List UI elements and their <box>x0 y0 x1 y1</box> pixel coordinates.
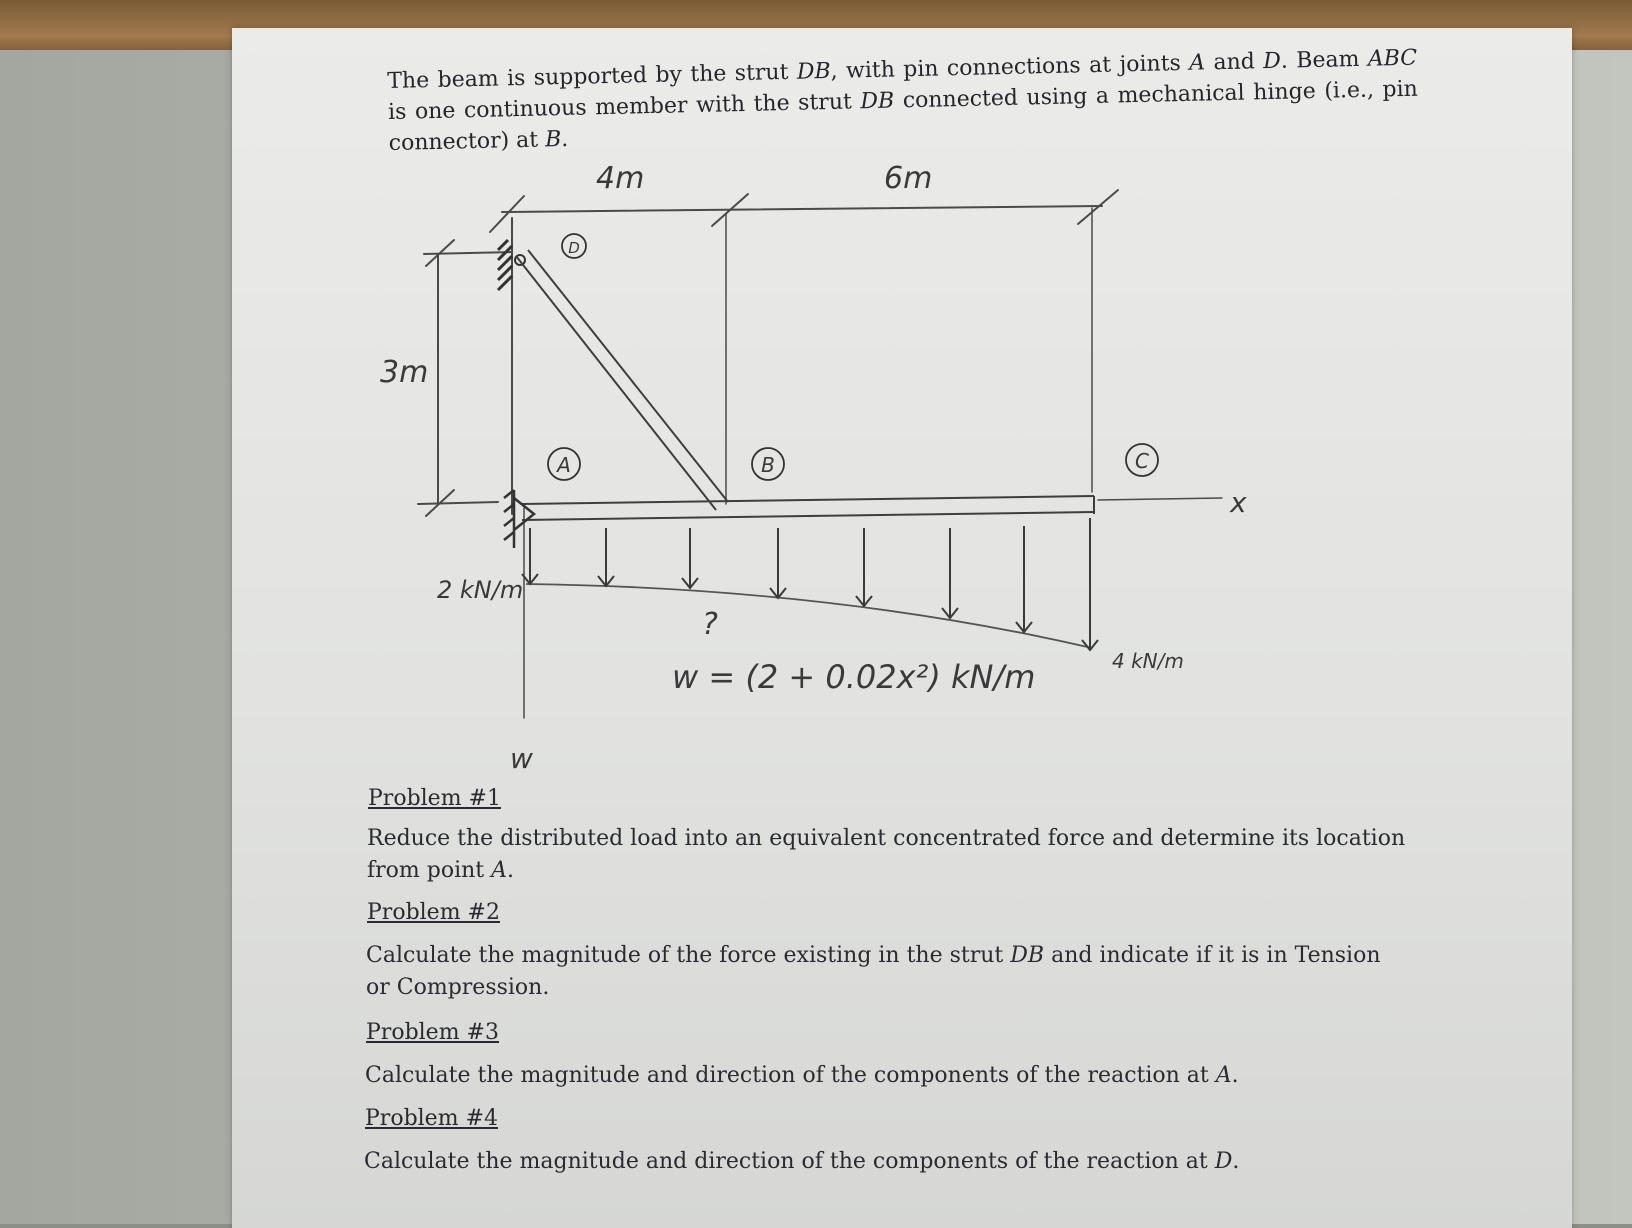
intro-text: . <box>560 126 569 153</box>
intro-joint-d: D <box>1262 48 1282 75</box>
problem-3-text <box>365 1060 1405 1092</box>
intro-strut: DB <box>860 88 895 115</box>
intro-strut: DB <box>796 58 831 85</box>
problem-3-text-b: . <box>1231 1063 1239 1088</box>
w-label: w <box>510 742 533 775</box>
problem-1-text-a: Reduce the distributed load into an equivalent concentrated force and determine its location from point <box>367 826 1406 883</box>
dim-label-3m: 3m <box>380 355 429 390</box>
label-circles <box>548 234 1158 480</box>
problem-2-text <box>366 940 1406 1004</box>
load-start-label: 2 kN/m <box>437 576 524 604</box>
left-dim-top <box>424 252 512 254</box>
problem-2-title: Problem #2 <box>367 900 500 925</box>
problem-2-text-a: Calculate the magnitude of the force existing in the strut <box>366 943 1011 968</box>
dim-label-6m: 6m <box>884 161 933 196</box>
beam-abc <box>522 496 1094 520</box>
intro-joint-a: A <box>1188 50 1206 76</box>
document-page <box>232 28 1572 1228</box>
intro-text: . Beam <box>1280 46 1369 74</box>
problem-4-title: Problem #4 <box>365 1106 498 1131</box>
intro-text: and <box>1204 49 1264 76</box>
problem-4-text-a: Calculate the magnitude and direction of the components of the reaction at <box>364 1149 1215 1174</box>
label-d: D <box>568 239 580 257</box>
x-axis-line <box>1098 498 1222 500</box>
problem-3-title: Problem #3 <box>366 1020 499 1045</box>
problem-4-text <box>364 1146 1404 1178</box>
load-equation: w = (2 + 0.02x²) kN/m <box>672 658 1036 696</box>
problem-4-text-b: . <box>1232 1149 1240 1174</box>
question-mark: ? <box>702 607 718 642</box>
load-end-label: 4 kN/m <box>1112 649 1184 673</box>
problem-1-title: Problem #1 <box>368 786 501 811</box>
intro-joint-b: B <box>544 127 562 153</box>
left-dim-bottom <box>418 502 498 504</box>
intro-beam: ABC <box>1367 45 1418 72</box>
intro-text: , with pin connections at joints <box>830 50 1190 84</box>
intro-text: connected using a mechanical hinge (i.e., pin connector) at <box>388 76 1419 156</box>
problem-1-text-b: . <box>507 858 515 883</box>
dim-tick-d <box>490 196 524 232</box>
label-a: A <box>557 453 571 477</box>
strut-db <box>516 250 728 510</box>
problem-3-point: A <box>1215 1063 1232 1088</box>
axis-x-label: x <box>1230 486 1247 519</box>
problem-3-text-a: Calculate the magnitude and direction of the components of the reaction at <box>365 1063 1216 1088</box>
problem-2-text-b: and indicate if it is in Tension or Compression. <box>366 943 1381 1000</box>
intro-text: The beam is supported by the strut <box>387 59 798 94</box>
label-b: B <box>761 453 775 477</box>
load-curve <box>526 584 1092 648</box>
pin-d-support <box>498 240 512 290</box>
label-c: C <box>1135 449 1149 473</box>
intro-text: is one continuous member with the strut <box>387 89 861 125</box>
problem-1-text <box>367 823 1407 887</box>
beam-diagram <box>232 28 1572 788</box>
top-dimension-line <box>502 206 1102 212</box>
problem-1-point: A <box>491 858 508 883</box>
problem-2-strut: DB <box>1010 943 1045 968</box>
dim-label-4m: 4m <box>596 161 645 196</box>
problem-4-point: D <box>1214 1149 1233 1174</box>
